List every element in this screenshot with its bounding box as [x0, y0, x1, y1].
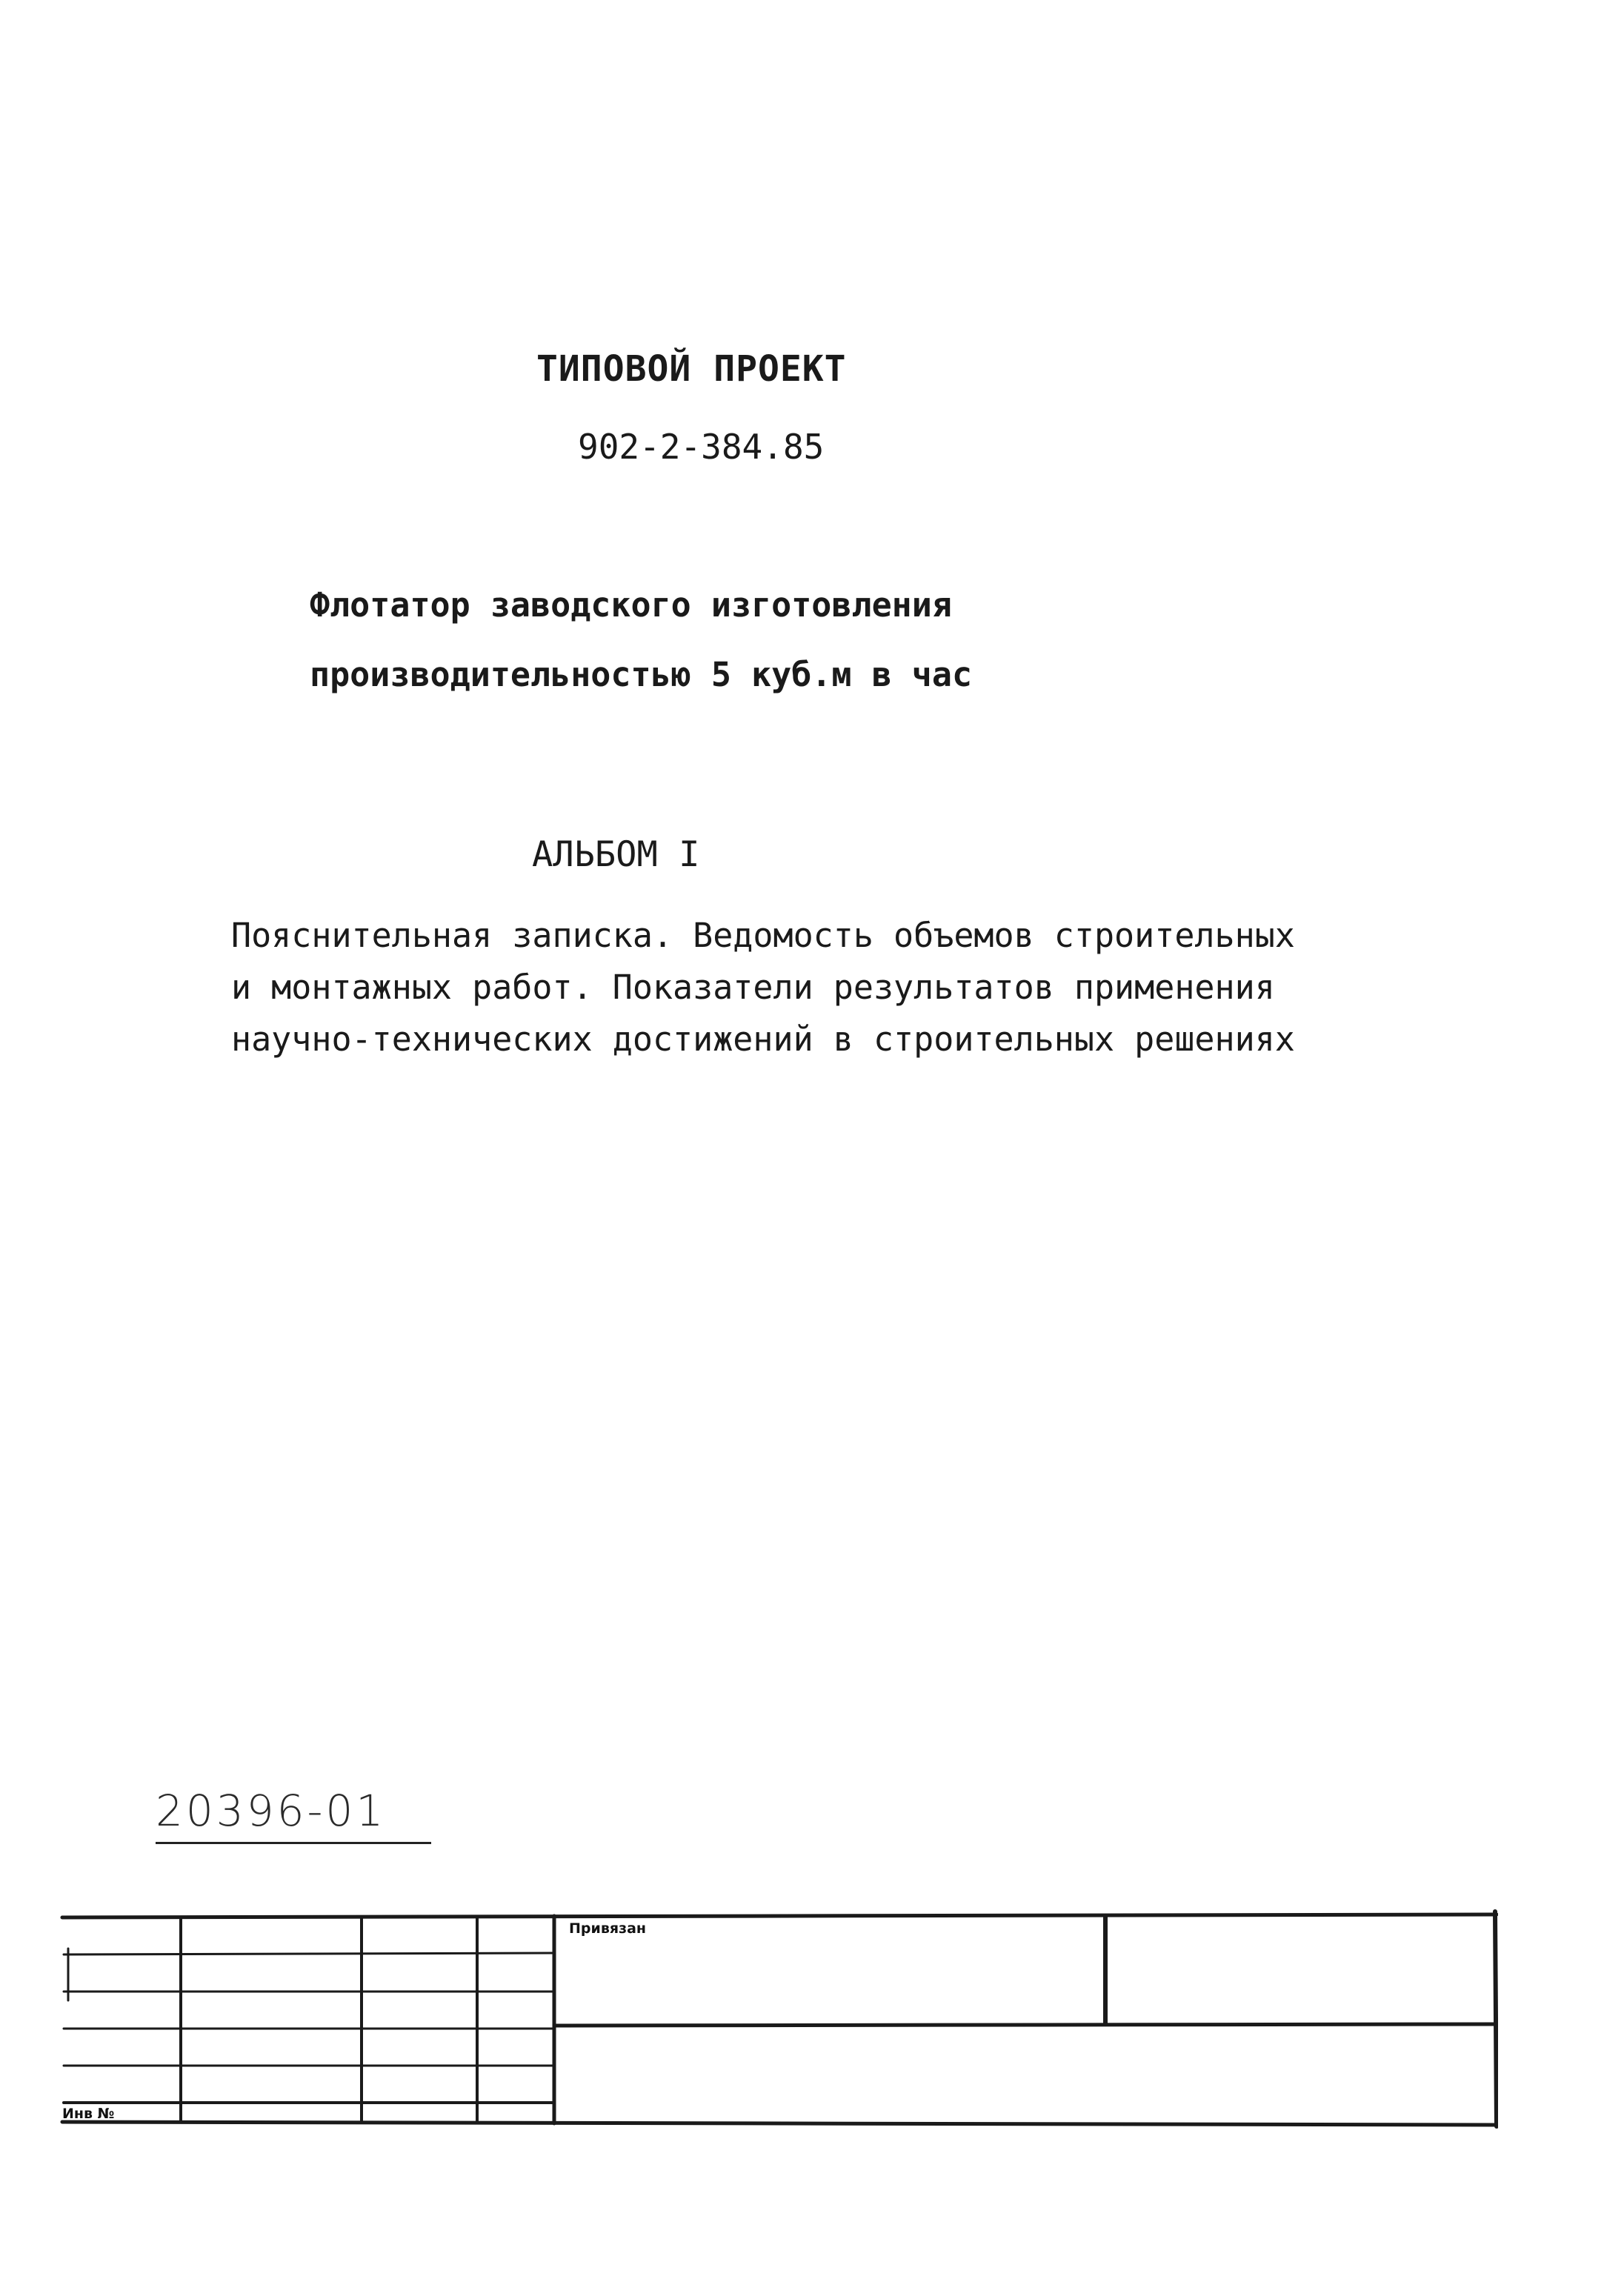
album-description-line-3: научно-технических достижений в строительных решениях: [231, 1019, 1295, 1059]
stamp-bottom-border: [62, 2122, 1497, 2125]
stamp-attached-label: Привязан: [569, 1920, 647, 1937]
stamp-right-row-divider: [554, 2024, 1497, 2026]
subject-line-1: Флотатор заводского изготовления: [310, 585, 952, 625]
album-description-line-2: и монтажных работ. Показатели результатов применения: [231, 968, 1275, 1007]
stamp-inventory-label: Инв №: [62, 2106, 115, 2122]
stamp-grid: [59, 1904, 1498, 2135]
subject-line-2: производительностью 5 куб.м в час: [310, 655, 973, 694]
archive-number: 20396-01: [156, 1786, 387, 1836]
archive-number-underline: [156, 1842, 431, 1844]
title-block-stamp: [59, 1904, 1498, 2135]
album-description-line-1: Пояснительная записка. Ведомость объемов строительных: [231, 916, 1295, 955]
album-title: АЛЬБОМ I: [532, 834, 700, 875]
stamp-top-border: [62, 1914, 1497, 1917]
project-number: 902-2-384.85: [578, 427, 825, 467]
stamp-right-border: [1495, 1912, 1497, 2126]
project-title: ТИПОВОЙ ПРОЕКТ: [536, 348, 847, 390]
